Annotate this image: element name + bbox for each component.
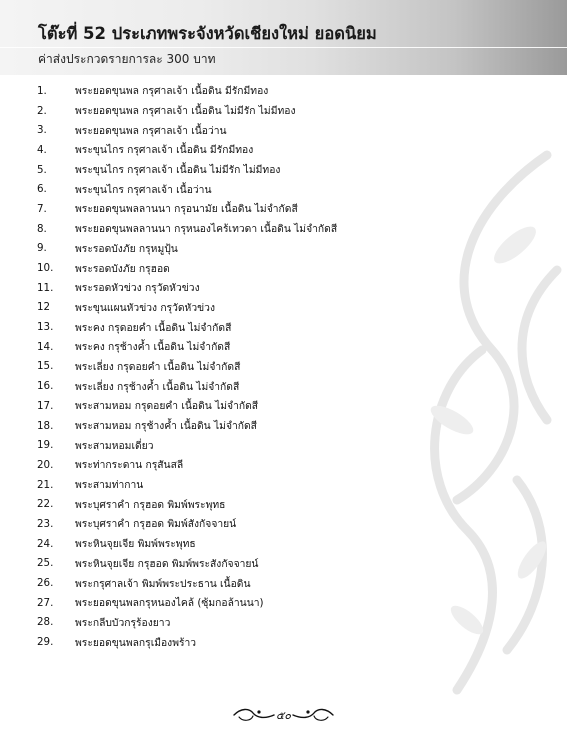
list-item [37,632,337,652]
list-item [37,455,337,475]
list-item-text: พระเลี่ยง กรุดอยคำ เนื้อดิน ไม่จำกัดสี [75,360,241,373]
list-item-number: 21. [37,478,54,491]
list-item-text: พระรอดหัวข่วง กรุวัดหัวข่วง [75,282,200,295]
list-item-text: พระท่ากระดาน กรุสันสลี [75,459,184,472]
list-item [37,239,337,259]
list-item [37,258,337,278]
page-footer [0,703,567,727]
header-divider [0,47,567,48]
list-item-number: 24. [37,537,54,550]
list-item-number: 28. [37,616,54,629]
list-item [37,396,337,416]
list-item [37,514,337,534]
footer-right-flourish-icon [292,707,334,723]
list-item-number: 4. [37,143,47,156]
list-item-text: พระยอดขุนพลลานนา กรุหนองไคร้เทวดา เนื้อดิน ไม่จำกัดสี [75,223,338,236]
list-item-number: 1. [37,84,47,97]
list-item-number: 11. [37,281,54,294]
list-item-number: 12 [37,301,51,314]
list-item [37,160,337,180]
list-item [37,435,337,455]
list-item-number: 6. [37,183,47,196]
list-item-text: พระคง กรุช้างค้ำ เนื้อดิน ไม่จำกัดสี [75,341,231,354]
list-item-text: พระสามหอม กรุดอยคำ เนื้อดิน ไม่จำกัดสี [75,400,259,413]
list-item-text: พระคง กรุดอยคำ เนื้อดิน ไม่จำกัดสี [75,321,232,334]
list-item-number: 29. [37,636,54,649]
list-item-text: พระสามท่ากาน [75,479,144,492]
list-item-text: พระยอดขุนพลกรุเมืองพร้าว [75,636,197,649]
list-item-number: 17. [37,399,54,412]
list-item-text: พระบุศราคำ กรุฮอด พิมพ์สังกัจจายน์ [75,518,237,531]
list-item-text: พระยอดขุนพลลานนา กรุอนามัย เนื้อดิน ไม่จำกัดสี [75,203,298,216]
list-item [37,101,337,121]
list-item [37,219,337,239]
list-item-number: 18. [37,419,54,432]
list-item-text: พระหินจุยเจีย กรุฮอด พิมพ์พระสังกัจจายน์ [75,557,259,570]
list-item-text: พระบุศราคำ กรุฮอด พิมพ์พระพุทธ [75,498,226,511]
list-item [37,199,337,219]
list-item-number: 15. [37,360,54,373]
list-item-number: 16. [37,380,54,393]
list-item [37,120,337,140]
list-item-number: 7. [37,202,47,215]
footer-left-flourish-icon [233,707,275,723]
list-item [37,278,337,298]
list-item-number: 25. [37,557,54,570]
list-item [37,573,337,593]
list-item-text: พระยอดขุนพล กรุศาลเจ้า เนื้อดิน ไม่มีรัก ไม่มีทอง [75,105,296,118]
list-item [37,81,337,101]
list-item-text: พระยอดขุนพล กรุศาลเจ้า เนื้อว่าน [75,124,227,137]
list-item-text: พระขุนไกร กรุศาลเจ้า เนื้อดิน ไม่มีรัก ไม่มีทอง [75,164,281,177]
list-item-number: 8. [37,222,47,235]
list-item-text: พระขุนไกร กรุศาลเจ้า เนื้อว่าน [75,183,212,196]
list-item-text: พระสามหอม กรุช้างค้ำ เนื้อดิน ไม่จำกัดสี [75,420,257,433]
list-item-text: พระขุนไกร กรุศาลเจ้า เนื้อดิน มีรักมีทอง [75,144,254,157]
list-item [37,613,337,633]
floral-ornament-icon [397,150,567,710]
list-item-number: 3. [37,124,47,137]
list-item-text: พระสามหอมเดี่ยว [75,439,154,452]
list-item [37,416,337,436]
list-item-number: 22. [37,498,54,511]
list-item-text: พระเลี่ยง กรุช้างค้ำ เนื้อดิน ไม่จำกัดสี [75,380,240,393]
list-item-number: 26. [37,577,54,590]
list-item [37,534,337,554]
page-title: โต๊ะที่ 52 ประเภทพระจังหวัดเชียงใหม่ ยอดนิยม [38,24,377,43]
list-item-text: พระขุนแผนหัวข่วง กรุวัดหัวข่วง [75,301,215,314]
list-item-text: พระยอดขุนพลกรุหนองไคล้ (ซุ้มกอล้านนา) [75,597,264,610]
list-item-number: 9. [37,242,47,255]
list-item-text: พระกลีบบัวกรุร้องยาว [75,616,171,629]
list-item-text: พระหินจุยเจีย พิมพ์พระพุทธ [75,538,196,551]
list-item [37,298,337,318]
list-item [37,337,337,357]
list-item-number: 27. [37,596,54,609]
page-number: ๕๐ [275,709,292,722]
list-item [37,317,337,337]
list-item-number: 5. [37,163,47,176]
list-item [37,494,337,514]
entry-list [37,81,337,652]
list-item-text: พระยอดขุนพล กรุศาลเจ้า เนื้อดิน มีรักมีทอง [75,85,269,98]
page-subtitle: ค่าส่งประกวดรายการละ 300 บาท [38,52,216,66]
list-item-number: 10. [37,262,54,275]
list-item-text: พระกรุศาลเจ้า พิมพ์พระประธาน เนื้อดิน [75,577,251,590]
list-item [37,593,337,613]
list-item [37,179,337,199]
list-item-number: 14. [37,340,54,353]
list-item [37,140,337,160]
list-item-number: 13. [37,321,54,334]
list-item-text: พระรอดบังภัย กรุหมูปุ้น [75,242,178,255]
list-item [37,475,337,495]
list-item-number: 2. [37,104,47,117]
list-item-number: 23. [37,517,54,530]
list-item-number: 20. [37,458,54,471]
list-item [37,554,337,574]
list-item [37,376,337,396]
list-item-text: พระรอดบังภัย กรุฮอด [75,262,170,275]
list-item [37,357,337,377]
list-item-number: 19. [37,439,54,452]
